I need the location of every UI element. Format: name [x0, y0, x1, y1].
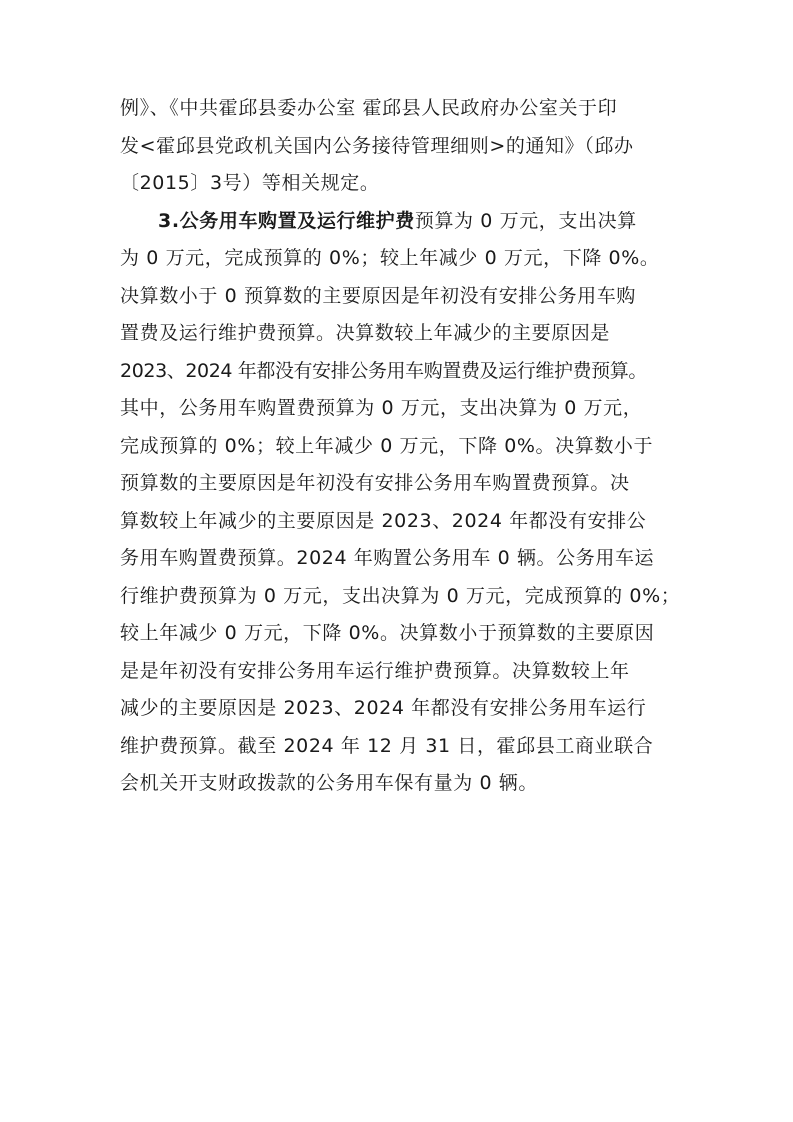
text-line: 完成预算的 0%；较上年减少 0 万元，下降 0%。决算数小于 [120, 434, 654, 457]
text-line: 是是年初没有安排公务用车运行维护费预算。决算数较上年 [120, 659, 630, 682]
text-line: 维护费预算。截至 2024 年 12 月 31 日，霍邱县工商业联合 [120, 734, 654, 757]
text-line: 发<霍邱县党政机关国内公务接待管理细则>的通知》（邱办 [120, 134, 634, 157]
section-heading-line [120, 203, 690, 241]
text-line: 会机关开支财政拨款的公务用车保有量为 0 辆。 [120, 772, 538, 794]
text-line: 为 0 万元，完成预算的 0%；较上年减少 0 万元，下降 0%。 [120, 247, 660, 269]
text-line: 减少的主要原因是 2023、2024 年都没有安排公务用车运行 [120, 697, 647, 719]
text-line: 置费及运行维护费预算。决算数较上年减少的主要原因是 [120, 322, 611, 344]
section-heading: 3.公务用车购置及运行维护费 [158, 209, 415, 232]
text-line: 预算数的主要原因是年初没有安排公务用车购置费预算。决 [120, 472, 630, 494]
text-line: 2023、2024 年都没有安排公务用车购置费及运行维护费预算。 [120, 359, 647, 382]
text-line: 务用车购置费预算。2024 年购置公务用车 0 辆。公务用车运 [120, 547, 655, 569]
body-text [120, 90, 690, 803]
text-line: 例》、《中共霍邱县委办公室 霍邱县人民政府办公室关于印 [120, 97, 618, 119]
section-heading-continuation: 预算为 0 万元，支出决算 [414, 209, 637, 232]
text-line: 行维护费预算为 0 万元，支出决算为 0 万元，完成预算的 0%； [120, 584, 681, 607]
text-line: 较上年减少 0 万元，下降 0%。决算数小于预算数的主要原因 [120, 622, 655, 644]
text-line: 决算数小于 0 预算数的主要原因是年初没有安排公务用车购 [120, 284, 636, 307]
text-line: 〔2015〕3号）等相关规定。 [120, 172, 380, 194]
text-line: 算数较上年减少的主要原因是 2023、2024 年都没有安排公 [120, 509, 647, 532]
text-line: 其中，公务用车购置费预算为 0 万元，支出决算为 0 万元， [120, 397, 643, 419]
